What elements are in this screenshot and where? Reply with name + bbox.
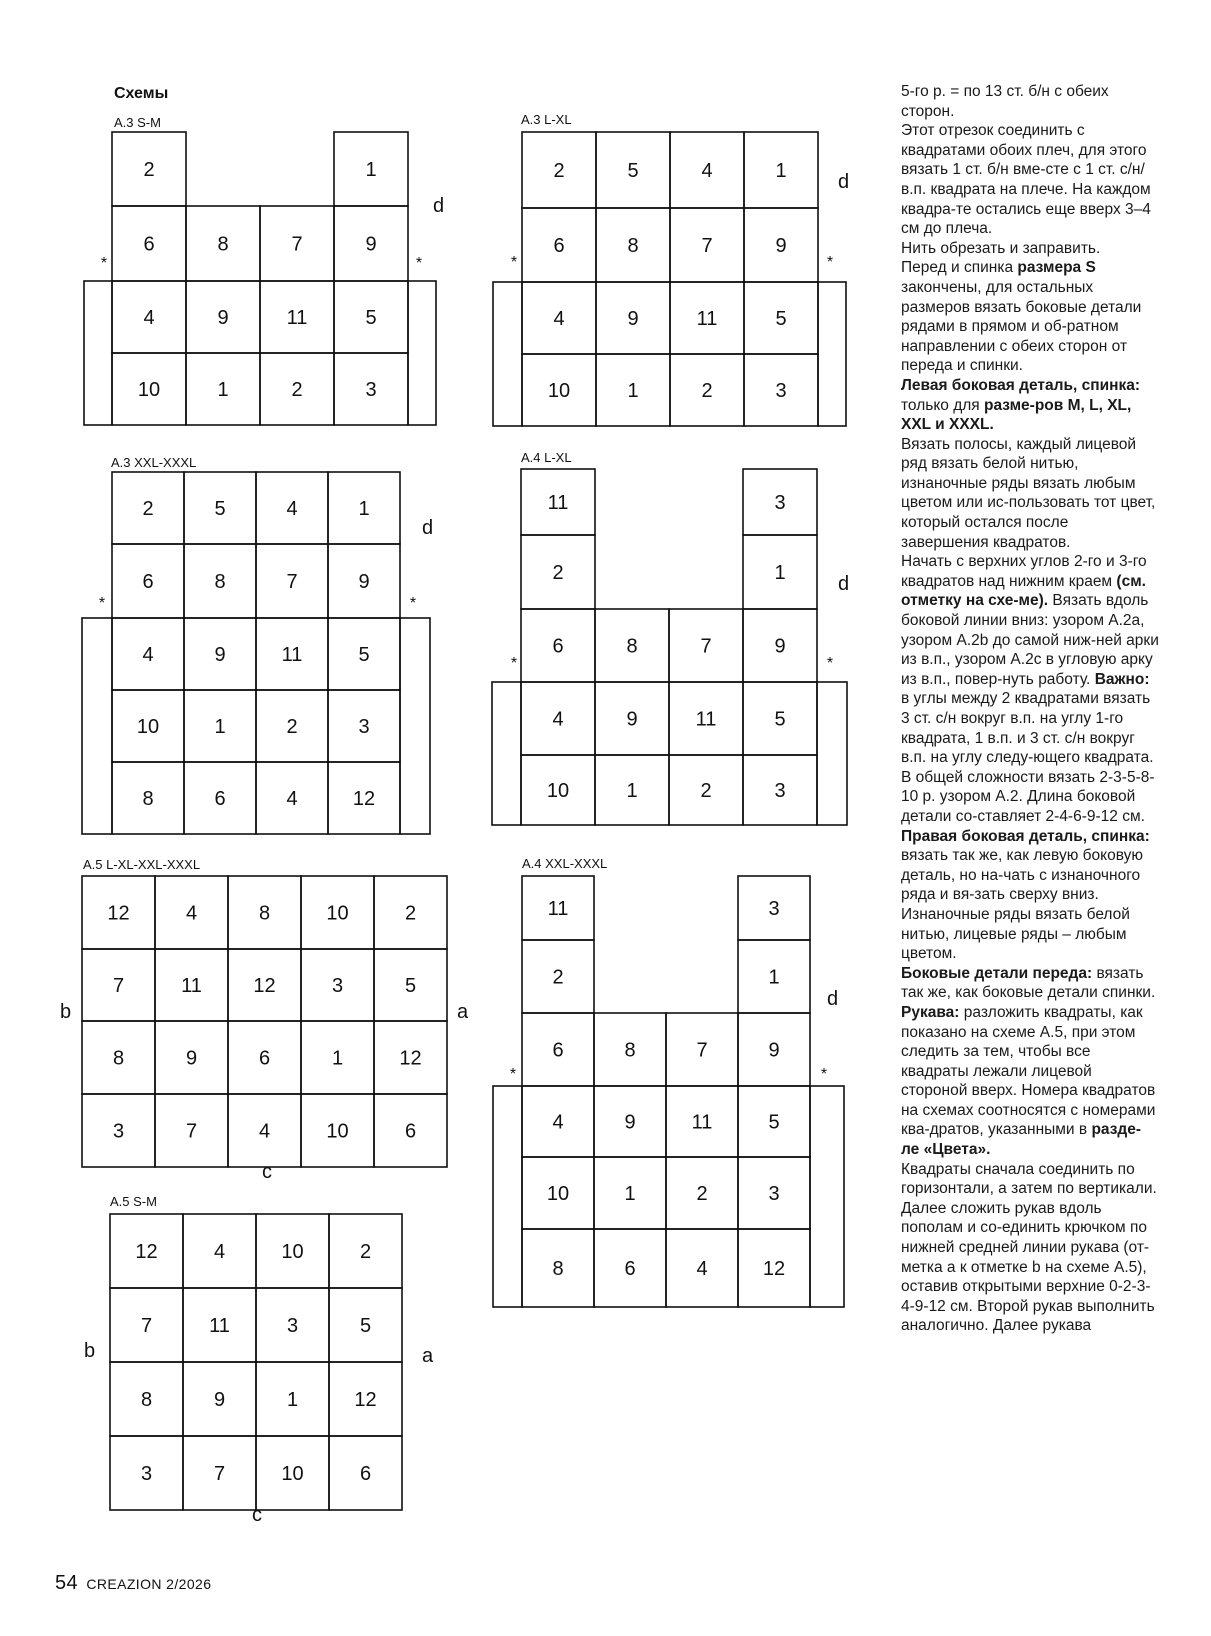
square-number: 4 — [185, 902, 198, 925]
square-number: 9 — [775, 235, 787, 257]
square-number: 10 — [137, 379, 161, 401]
square-number: 1 — [358, 498, 370, 520]
square-number: 5 — [358, 644, 370, 666]
a3_xxl-label: A.3 XXL-XXXL — [111, 455, 197, 470]
section-title: Схемы — [114, 85, 169, 102]
square-number: 4 — [213, 1241, 226, 1263]
side-marker-left: * — [509, 1066, 517, 1083]
side-panel-left — [84, 281, 112, 425]
square-number: 4 — [696, 1258, 708, 1280]
square-number: 3 — [286, 1315, 299, 1337]
square-number: 6 — [553, 235, 565, 257]
side-panel-right — [818, 282, 846, 426]
square-number: 6 — [143, 233, 155, 256]
square-number: 2 — [291, 379, 303, 401]
square-number: 1 — [286, 1389, 299, 1411]
square-number: 10 — [136, 716, 160, 738]
square-number: 8 — [627, 235, 639, 257]
square-number: 9 — [358, 571, 370, 593]
square-number: 11 — [286, 307, 308, 329]
side-label-d: d — [838, 573, 850, 595]
square-number: 2 — [286, 716, 298, 738]
paragraph: Квадраты сначала соединить по горизонтали, а затем по вертикали. Далее сложить рукав вдоль пополам и со-единить крючком по нижней средней линии рукава (от-метка a к отметке b на схеме А.5), оставив открытыми верхние 0-2-3-4-9-12 см. Второй рукав выполнить аналогично. Далее рукава — [901, 1160, 1157, 1335]
square-number: 7 — [185, 1120, 198, 1143]
square-number: 8 — [552, 1258, 564, 1280]
square-number: 4 — [286, 498, 298, 520]
square-number: 8 — [214, 571, 226, 593]
square-number: 7 — [701, 235, 713, 257]
a3_sm-label: A.3 S-M — [114, 115, 161, 130]
square-number: 1 — [214, 716, 226, 738]
paragraph: Этот отрезок соединить с квадратами обоих плеч, для этого вязать 1 ст. б/н вме-сте с 1 ст. с/н/ в.п. квадрата на плече. На каждом квадра-те остались еще вверх 3–4 см до плеча. — [901, 122, 1151, 238]
edge-label-c: c — [262, 1161, 272, 1183]
edge-label-a: a — [422, 1345, 434, 1367]
side-panel-left — [492, 682, 521, 825]
square-number: 10 — [281, 1463, 304, 1485]
square-number: 7 — [286, 571, 298, 593]
side-panel-left — [493, 282, 522, 426]
square-number: 6 — [552, 1039, 564, 1062]
square-number: 11 — [547, 898, 569, 920]
edge-label-b: b — [60, 1001, 72, 1023]
side-marker-right: * — [409, 595, 417, 612]
a5_lxl-label: A.5 L-XL-XXL-XXXL — [83, 857, 201, 872]
square-number: 4 — [701, 160, 713, 182]
square-number: 12 — [762, 1258, 786, 1280]
page-number: 54 — [55, 1572, 79, 1594]
paragraph: 5-го р. = по 13 ст. б/н с обеих сторон. — [901, 83, 1109, 120]
square-number: 10 — [326, 902, 349, 925]
paragraph: Вязать полосы, каждый лицевой ряд вязать белой нитью, изнаночные ряды вязать любым цветом или ис-пользовать тот цвет, который остался после завершения квадратов. — [901, 435, 1156, 551]
square-number: 5 — [365, 307, 377, 329]
side-panel-right — [817, 682, 847, 825]
square-number: 5 — [214, 498, 226, 520]
square-number: 12 — [107, 902, 130, 925]
square-number: 9 — [185, 1047, 198, 1070]
square-number: 8 — [140, 1389, 153, 1411]
square-number: 6 — [624, 1258, 636, 1280]
square-number: 5 — [775, 308, 787, 330]
square-number: 9 — [624, 1111, 636, 1134]
square-number: 2 — [142, 498, 154, 520]
side-label-d: d — [827, 988, 839, 1010]
magazine-name: CREAZION 2/2026 — [86, 1576, 212, 1592]
a5_sm-label: A.5 S-M — [110, 1194, 157, 1209]
square-number: 3 — [331, 975, 344, 997]
edge-label-b: b — [84, 1340, 96, 1362]
a4_xxl-label: A.4 XXL-XXXL — [522, 856, 608, 871]
side-label-d: d — [422, 517, 434, 539]
square-number: 9 — [768, 1039, 780, 1062]
a3_lxl-label: A.3 L-XL — [521, 112, 572, 127]
side-marker-right: * — [415, 255, 423, 272]
square-number: 11 — [547, 492, 569, 514]
square-number: 8 — [258, 902, 271, 925]
side-panel-right — [400, 618, 430, 834]
side-marker-left: * — [100, 255, 108, 272]
square-number: 2 — [701, 380, 713, 402]
square-number: 1 — [331, 1047, 344, 1070]
square-number: 3 — [365, 379, 377, 401]
side-panel-left — [82, 618, 112, 834]
square-number: 1 — [775, 160, 787, 182]
side-label-d: d — [433, 195, 445, 217]
square-number: 2 — [143, 159, 155, 181]
square-number: 7 — [112, 975, 125, 997]
square-number: 1 — [626, 780, 638, 802]
paragraph: Нить обрезать и заправить. — [901, 239, 1101, 257]
square-number: 8 — [624, 1039, 636, 1062]
side-marker-right: * — [826, 254, 834, 271]
square-number: 4 — [553, 308, 565, 330]
square-number: 10 — [326, 1120, 349, 1143]
square-number: 7 — [213, 1463, 226, 1485]
square-number: 4 — [552, 708, 564, 731]
square-number: 11 — [696, 308, 718, 330]
square-number: 12 — [253, 975, 276, 997]
square-number: 7 — [291, 233, 303, 256]
square-number: 4 — [552, 1111, 564, 1134]
edge-label-c: c — [252, 1504, 262, 1526]
square-number: 10 — [547, 380, 571, 402]
side-marker-left: * — [510, 254, 518, 271]
square-number: 1 — [624, 1183, 636, 1205]
square-number: 9 — [214, 644, 226, 666]
square-number: 11 — [181, 975, 202, 997]
square-number: 5 — [627, 160, 639, 182]
square-number: 3 — [358, 716, 370, 738]
square-number: 5 — [404, 975, 417, 997]
square-number: 6 — [404, 1120, 417, 1143]
square-number: 1 — [217, 379, 229, 401]
square-number: 9 — [213, 1389, 226, 1411]
paragraph: Боковые детали переда: вязать так же, как боковые детали спинки. — [901, 964, 1156, 1002]
square-number: 9 — [365, 233, 377, 256]
square-number: 6 — [552, 635, 564, 658]
square-number: 12 — [399, 1047, 422, 1070]
square-number: 12 — [354, 1389, 377, 1411]
square-number: 5 — [359, 1315, 372, 1337]
square-number: 8 — [217, 233, 229, 256]
square-number: 7 — [140, 1315, 153, 1337]
square-number: 5 — [774, 708, 786, 731]
side-marker-right: * — [820, 1066, 828, 1083]
side-panel-right — [810, 1086, 844, 1307]
square-number: 2 — [552, 966, 564, 989]
square-number: 2 — [552, 562, 564, 584]
square-number: 6 — [359, 1463, 372, 1485]
square-number: 10 — [281, 1241, 304, 1263]
square-number: 11 — [691, 1111, 713, 1134]
square-number: 1 — [768, 966, 780, 989]
square-number: 2 — [553, 160, 565, 182]
paragraph: В общей сложности вязать 2-3-5-8-10 р. узором А.2. Длина боковой детали со-ставляет 2-4-6-9-12 см. — [901, 768, 1155, 825]
square-number: 3 — [775, 380, 787, 402]
square-number: 3 — [774, 492, 786, 514]
square-number: 3 — [768, 898, 780, 920]
square-number: 6 — [214, 788, 226, 810]
side-marker-right: * — [826, 655, 834, 672]
square-number: 11 — [281, 644, 303, 666]
square-number: 1 — [774, 562, 786, 584]
square-number: 10 — [546, 1183, 570, 1205]
square-number: 12 — [352, 788, 376, 810]
square-number: 2 — [700, 780, 712, 802]
paragraph: Правая боковая деталь, спинка: вязать так же, как левую боковую деталь, но на-чать с изнаночного ряда и вя-зать сверху вниз. Изнаночные ряды вязать белой нитью, лицевые ряды – любым цветом. — [901, 827, 1150, 963]
square-number: 5 — [768, 1111, 780, 1134]
square-number: 9 — [627, 308, 639, 330]
square-number: 7 — [696, 1039, 708, 1062]
square-number: 12 — [135, 1241, 158, 1263]
square-number: 3 — [774, 780, 786, 802]
square-number: 11 — [209, 1315, 230, 1337]
side-marker-left: * — [98, 595, 106, 612]
square-number: 2 — [696, 1183, 708, 1205]
square-number: 6 — [142, 571, 154, 593]
square-number: 11 — [695, 708, 717, 731]
square-number: 4 — [286, 788, 298, 810]
side-panel-left — [493, 1086, 522, 1307]
square-number: 9 — [217, 307, 229, 329]
square-number: 1 — [627, 380, 639, 402]
square-number: 2 — [404, 902, 417, 925]
square-number: 4 — [258, 1120, 271, 1143]
side-marker-left: * — [510, 655, 518, 672]
square-number: 3 — [768, 1183, 780, 1205]
a4_lxl-label: A.4 L-XL — [521, 450, 572, 465]
side-panel-right — [408, 281, 436, 425]
square-number: 1 — [365, 159, 377, 181]
square-number: 9 — [626, 708, 638, 731]
square-number: 7 — [700, 635, 712, 658]
square-number: 3 — [112, 1120, 125, 1143]
square-number: 6 — [258, 1047, 271, 1070]
paragraph: Левая боковая деталь, спинка: только для разме-ров M, L, XL, XXL и XXXL. — [901, 376, 1141, 434]
square-number: 2 — [359, 1241, 372, 1263]
square-number: 9 — [774, 635, 786, 658]
square-number: 8 — [626, 635, 638, 658]
page-footer — [55, 1572, 211, 1595]
paragraph: Рукава: разложить квадраты, как показано на схеме А.5, при этом следить за тем, чтобы все квадраты лежали лицевой стороной вверх. Номера квадратов на схемах соотносятся с номерами ква-дратов, указанными в разде-ле «Цвета». — [901, 1003, 1156, 1159]
side-label-d: d — [838, 171, 850, 193]
paragraph: Перед и спинка размера S закончены, для остальных размеров вязать боковые детали рядами в прямом и об-ратном направлении с обеих сторон от переда и спинки. — [901, 259, 1142, 375]
instructions-text — [901, 82, 1159, 1336]
paragraph: Начать с верхних углов 2-го и 3-го квадратов над нижним краем (см. отметку на схе-ме). Вязать вдоль боковой линии вниз: узором А.2а, узором А.2b до самой ниж-ней арки из в.п., узором А.2с в угловую арку из в.п., повер-нуть работу. Важно: в углы между 2 квадратами вязать 3 ст. с/н вокруг в.п. на углу 1-го квадрата, 1 в.п. и 3 ст. с/н вокруг в.п. на углу следу-ющего квадрата. — [901, 553, 1159, 767]
square-number: 8 — [112, 1047, 125, 1070]
square-number: 4 — [142, 644, 154, 666]
square-number: 10 — [546, 780, 570, 802]
square-number: 4 — [143, 307, 155, 329]
square-number: 3 — [140, 1463, 153, 1485]
square-number: 8 — [142, 788, 154, 810]
edge-label-a: a — [457, 1001, 469, 1023]
